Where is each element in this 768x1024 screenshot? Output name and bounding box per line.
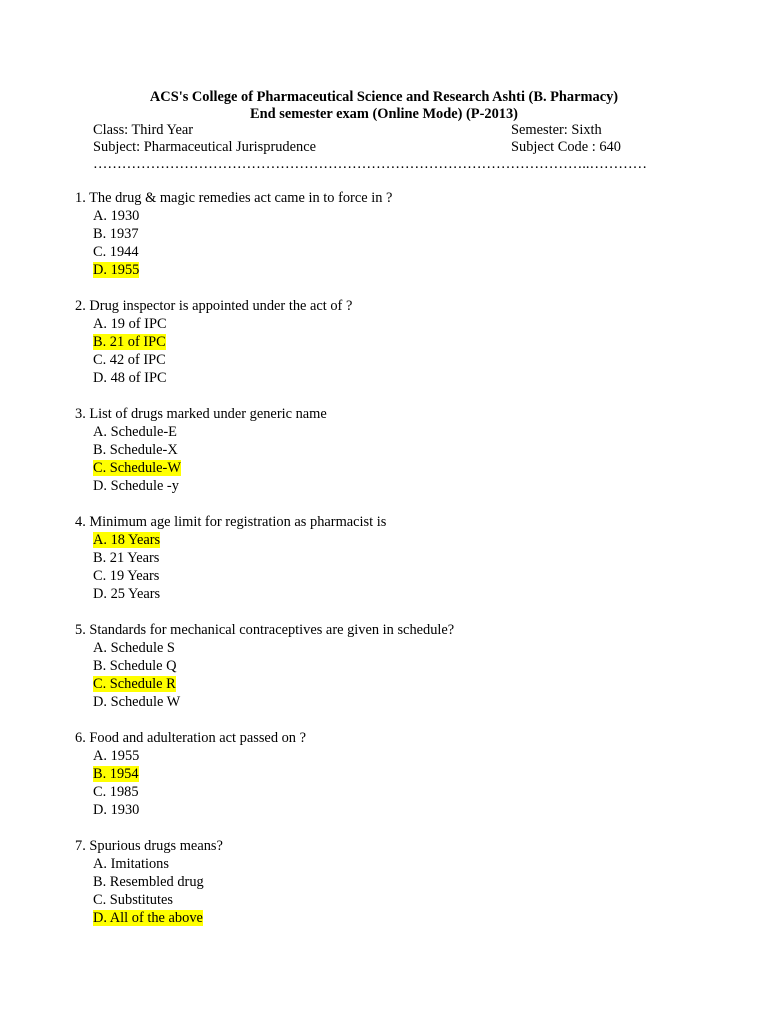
correct-option [93, 333, 715, 351]
question-item [75, 189, 715, 279]
question-item [75, 405, 715, 495]
option-text: A. Imitations [93, 856, 169, 872]
option-text: C. Substitutes [93, 892, 173, 908]
option-text: D. 48 of IPC [93, 370, 167, 386]
college-title: ACS's College of Pharmaceutical Science and Research Ashti (B. Pharmacy) [149, 89, 619, 105]
correct-option [93, 261, 715, 279]
option [93, 423, 715, 441]
option [93, 801, 715, 819]
option-text: D. 1930 [93, 802, 140, 818]
option-text: A. 1955 [93, 748, 140, 764]
option-list [75, 423, 715, 495]
option-list [75, 207, 715, 279]
option [93, 243, 715, 261]
class-semester-row [93, 121, 693, 139]
option-text: B. 1954 [93, 766, 139, 782]
option-text: B. Resembled drug [93, 874, 204, 890]
option-text: D. Schedule W [93, 694, 181, 710]
question-text: 5. Standards for mechanical contraceptives are given in schedule? [75, 622, 455, 638]
option [93, 207, 715, 225]
exam-title: End semester exam (Online Mode) (P-2013) [250, 106, 518, 122]
option [93, 315, 715, 333]
correct-option [93, 459, 715, 477]
subject-label: Subject: Pharmaceutical Jurisprudence [93, 139, 316, 155]
option-text: D. Schedule -y [93, 478, 179, 494]
option [93, 783, 715, 801]
option-text: A. 18 Years [93, 532, 161, 548]
option-text: B. 21 of IPC [93, 334, 166, 350]
option-list [75, 855, 715, 927]
option-text: B. Schedule Q [93, 658, 177, 674]
option [93, 693, 715, 711]
option-text: A. Schedule-E [93, 424, 177, 440]
option [93, 639, 715, 657]
option-text: B. 21 Years [93, 550, 160, 566]
question-item [75, 837, 715, 927]
option-text: C. 42 of IPC [93, 352, 166, 368]
option [93, 549, 715, 567]
question-item [75, 621, 715, 711]
option [93, 585, 715, 603]
option [93, 855, 715, 873]
option-text: C. 19 Years [93, 568, 160, 584]
option-list [75, 315, 715, 387]
question-text: 6. Food and adulteration act passed on ? [75, 730, 306, 746]
correct-option [93, 531, 715, 549]
option [93, 873, 715, 891]
option [93, 567, 715, 585]
question-item [75, 513, 715, 603]
option-text: C. 1985 [93, 784, 139, 800]
option-text: D. 1955 [93, 262, 140, 278]
option-text: D. All of the above [93, 910, 203, 926]
question-text: 4. Minimum age limit for registration as pharmacist is [75, 514, 387, 530]
option-text: C. Schedule-W [93, 460, 181, 476]
option-text: C. Schedule R [93, 676, 176, 692]
question-text: 3. List of drugs marked under generic name [75, 406, 327, 422]
class-label: Class: Third Year [93, 122, 194, 138]
option-list [75, 747, 715, 819]
correct-option [93, 909, 715, 927]
dotted-divider: …………………………………………………………………………………………..………… [93, 156, 648, 172]
question-item [75, 297, 715, 387]
option-text: A. 1930 [93, 208, 140, 224]
subject-row [93, 138, 693, 156]
option [93, 225, 715, 243]
option-text: A. 19 of IPC [93, 316, 167, 332]
option [93, 351, 715, 369]
option-text: B. 1937 [93, 226, 139, 242]
option [93, 369, 715, 387]
question-text: 7. Spurious drugs means? [75, 838, 223, 854]
correct-option [93, 765, 715, 783]
option [93, 891, 715, 909]
option-text: D. 25 Years [93, 586, 161, 602]
question-item [75, 729, 715, 819]
option-list [75, 531, 715, 603]
option [93, 441, 715, 459]
option [93, 657, 715, 675]
option-text: C. 1944 [93, 244, 139, 260]
option [93, 477, 715, 495]
option-list [75, 639, 715, 711]
option [93, 747, 715, 765]
question-text: 1. The drug & magic remedies act came in to force in ? [75, 190, 393, 206]
correct-option [93, 675, 715, 693]
question-list [75, 189, 715, 945]
option-text: B. Schedule-X [93, 442, 178, 458]
question-text: 2. Drug inspector is appointed under the act of ? [75, 298, 353, 314]
semester-label: Semester: Sixth [511, 122, 602, 138]
subject-code-label: Subject Code : 640 [511, 139, 621, 155]
option-text: A. Schedule S [93, 640, 175, 656]
